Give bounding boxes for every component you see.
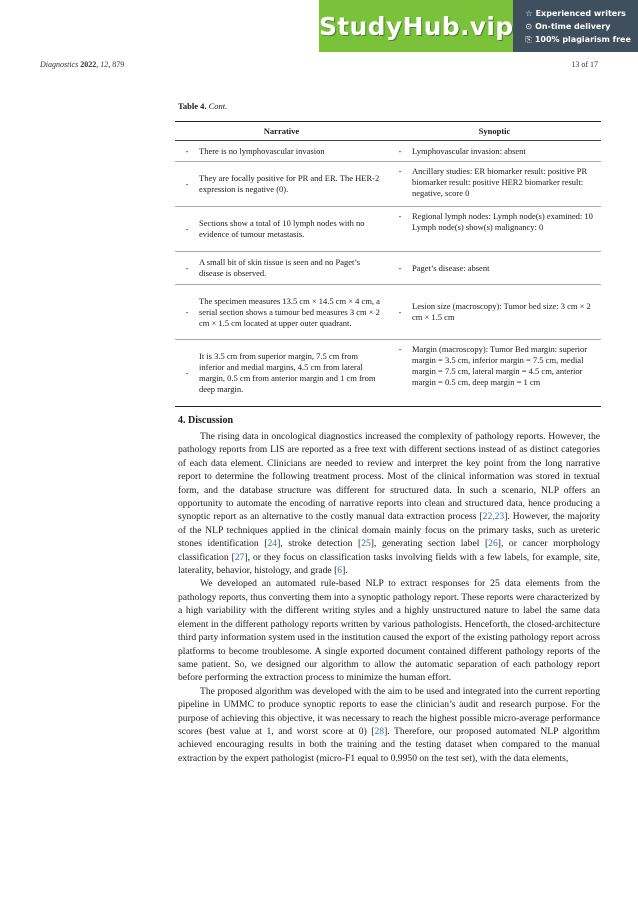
narrative-cell: - Sections show a total of 10 lymph nodes with no evidence of tumour metastasis.	[185, 218, 365, 239]
synoptic-cell: - Margin (macroscopy): Tumor Bed margin: superior margin = 3.5 cm, inferior margin = 7.5 cm, medial margin = 7.5 cm, lateral margin = 4.5 cm, anterior margin = 0.5 cm, deep margin = 1 cm	[398, 344, 588, 387]
feature-label: On-time delivery	[535, 21, 611, 31]
clock-icon: ⊙	[525, 21, 533, 31]
banner-features	[513, 0, 638, 52]
table-header-row	[175, 122, 601, 141]
page-header	[40, 60, 598, 72]
paragraph: The rising data in oncological diagnostics increased the complexity of pathology reports. However, the pathology reports from LIS are reported as a free text with different sections instead of as distinct categories of each data element. Clinicians are needed to review and interpret the key point from the long narrative report to determine the following treatment process. Most of the clinical information was stored in textual form, and the database structure was different for structured data. In such a scenario, NLP offers an opportunity to automate the encoding of narrative reports into clean and structured data, hence producing a synoptic report as an alternative to the costly manual data extraction process [22,23]. However, the majority of the NLP techniques applied in the clinical domain mainly focus on the primary tasks, such as ureteric stones identification [24], stroke detection [25], generating section label [26], or cancer morphology classification [27], or they focus on classification tasks involving fields with a few labels, for example, site, laterality, behavior, histology, and grade [6].	[178, 431, 600, 577]
citation-link[interactable]: 27	[234, 551, 245, 563]
narrative-cell: - They are focally positive for PR and ER. The HER-2 expression is negative (0).	[185, 173, 380, 194]
citation-link[interactable]: 24	[267, 538, 278, 550]
narrative-cell: - A small bit of skin tissue is seen and no Paget’s disease is observed.	[185, 257, 361, 278]
paragraph: We developed an automated rule-based NLP to extract responses for 25 data elements from the pathology reports, thus converting them into a synoptic pathology report. These reports were characterized by a high variability with the different writing styles and a highly unstructured nature to label the same data element in the different pathology reports written by various pathologists. Henceforth, the closed-architecture third party information system used in the institution caused the export of the existing pathology report across platforms to become troublesome. A single exported document contained different pathology reports of the same patient. So, we designed our algorithm to allow the automatic separation of each pathology report before performing the extraction process to minimize the human effort.	[178, 578, 600, 684]
article-number: 879	[112, 60, 125, 69]
citation-link[interactable]: 26	[488, 538, 498, 550]
narrative-synoptic-table	[175, 121, 601, 407]
section-title: 4. Discussion	[178, 415, 234, 426]
journal-citation: Diagnostics 2022, 12, 879	[40, 60, 125, 69]
narrative-cell: - The specimen measures 13.5 cm × 14.5 cm × 4 cm, a serial section shows a tumour bed measures 3 cm × 2 cm × 1.5 cm located at upper outer quadrant.	[185, 295, 380, 328]
table-row	[175, 340, 601, 406]
journal-year: 2022	[80, 60, 97, 69]
synoptic-cell: - Ancillary studies: ER biomarker result: positive PR biomarker result: positive HER2 biomarker result: negative, score 0	[398, 166, 588, 198]
feature-experienced-writers	[525, 7, 638, 20]
table-row	[175, 141, 601, 162]
table-caption-label: Table 4.	[178, 101, 207, 111]
synoptic-cell: - Lymphovascular invasion: absent	[398, 145, 526, 156]
narrative-cell: - It is 3.5 cm from superior margin, 7.5 cm from inferior and medial margins, 4.5 cm from lateral margin, 0.5 cm from anterior margin and 1 cm from deep margin.	[185, 351, 376, 394]
citation-link[interactable]: 25	[361, 538, 371, 550]
banner-logo[interactable]: StudyHub.vip	[319, 0, 513, 52]
table-row	[175, 162, 601, 207]
feature-label: 100% plagiarism free	[534, 34, 631, 44]
synoptic-cell: - Lesion size (macroscopy): Tumor bed size: 3 cm × 2 cm × 1.5 cm	[398, 301, 591, 322]
star-icon: ☆	[525, 8, 533, 18]
studyhub-banner[interactable]	[319, 0, 638, 52]
citation-link[interactable]: 28	[374, 725, 385, 737]
synoptic-cell: - Paget’s disease: absent	[398, 262, 490, 273]
discussion-body	[178, 430, 600, 765]
paragraph: The proposed algorithm was developed with the aim to be used and integrated into the current reporting pipeline in UMMC to produce synoptic reports to ease the clinician’s audit and research purpose. For the purpose of achieving this objective, it was necessary to reach the highest possible micro-average performance scores (best value at 1, and worst score at 0) [28]. Therefore, our proposed automated NLP algorithm achieved encouraging results in both the training and the testing dataset when compared to the manual extraction by the expert pathologist (micro-F1 equal to 0.9950 on the test set), with the data elements,	[178, 685, 600, 764]
page-number: 13 of 17	[571, 60, 598, 69]
table-row	[175, 252, 601, 285]
table-caption	[178, 101, 227, 111]
citation-link[interactable]: 22,23	[482, 511, 505, 523]
feature-on-time-delivery	[525, 20, 638, 33]
synoptic-cell: - Regional lymph nodes: Lymph node(s) examined: 10 Lymph node(s) show(s) malignancy: 0	[398, 211, 593, 232]
citation-link[interactable]: 6	[337, 565, 343, 577]
table-row	[175, 207, 601, 252]
feature-label: Experienced writers	[535, 8, 626, 18]
journal-name: Diagnostics	[40, 60, 79, 69]
table-caption-suffix: Cont.	[208, 101, 228, 111]
table-row	[175, 285, 601, 340]
narrative-cell: - There is no lymphovascular invasion	[185, 145, 325, 156]
journal-volume: 12	[100, 60, 109, 69]
column-header-narrative: Narrative	[263, 126, 300, 136]
column-header-synoptic: Synoptic	[478, 126, 511, 136]
feature-plagiarism-free	[525, 33, 638, 46]
copy-icon: ⎘	[525, 34, 532, 44]
